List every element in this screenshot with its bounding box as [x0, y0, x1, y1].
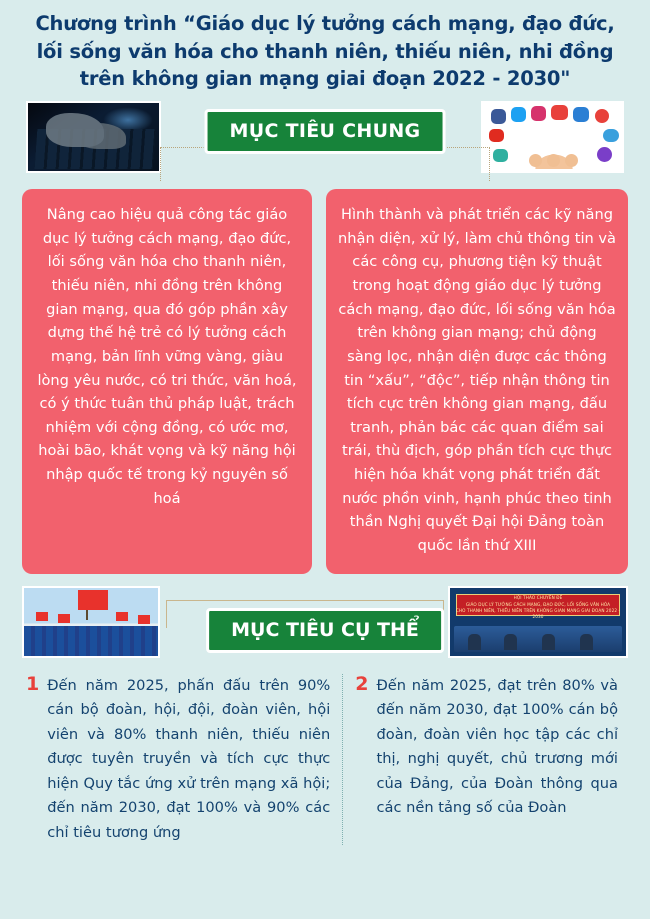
general-objective-box-1: Nâng cao hiệu quả công tác giáo dục lý tưởng cách mạng, đạo đức, lối sống văn hóa cho thanh niên, thiếu niên, nhi đồng trên không gian mạng, qua đó góp phần xây dựng thế hệ trẻ có lý tưởng cách mạng, bản lĩnh vững vàng, giàu lòng yêu nước, có tri thức, văn hoá, có ý thức tuân thủ pháp luật, trách nhiệm với cộng đồng, có ước mơ, hoài bão, khát vọng và kỹ năng hội nhập quốc tế trong kỷ nguyên số hoá [22, 189, 312, 574]
social-icon-facebook [491, 109, 506, 124]
list-item [343, 674, 630, 846]
panelist-1 [468, 634, 481, 650]
small-flag-1 [36, 612, 48, 621]
social-media-kids-photo [481, 101, 624, 173]
conference-banner-title: HỘI THẢO CHUYÊN ĐỀ [513, 594, 563, 600]
kid-head-1 [529, 154, 542, 167]
social-icon-thumbsup [573, 107, 589, 122]
title-line-2: lối sống văn hóa cho thanh niên, thiếu niên, nhi đồng [36, 39, 614, 63]
general-objective-boxes [0, 181, 650, 574]
social-icon-twitter [511, 107, 526, 122]
social-icon-chat [551, 105, 568, 120]
list-item [20, 674, 343, 846]
kid-head-3 [565, 154, 578, 167]
conference-banner-subtitle: GIÁO DỤC LÝ TƯỞNG CÁCH MẠNG, ĐẠO ĐỨC, LỐI SỐNG VĂN HÓA [465, 601, 611, 607]
panelist-3 [542, 634, 555, 650]
specific-objective-header [0, 586, 650, 664]
typing-hands [46, 113, 104, 147]
panelist-4 [580, 634, 593, 650]
youth-union-flag [78, 590, 108, 610]
title-line-3: trên không gian mạng giai đoạn 2022 - 2030" [79, 67, 571, 91]
title-line-1: Chương trình “Giáo dục lý tưởng cách mạng, đạo đức, [35, 12, 615, 35]
youth-union-photo [22, 586, 160, 658]
general-objective-header [0, 101, 650, 181]
social-icon-youtube [489, 129, 504, 142]
social-icon-camera [493, 149, 508, 162]
social-icon-instagram [531, 106, 546, 121]
social-icon-cloud [603, 129, 619, 142]
item-number: 1 [26, 672, 40, 695]
conference-banner-period: CHO THANH NIÊN, THIẾU NIÊN TRÊN KHÔNG GIAN MẠNG GIAI ĐOẠN 2022 - 2030 [455, 607, 621, 619]
general-objective-box-2: Hình thành và phát triển các kỹ năng nhận diện, xử lý, làm chủ thông tin và các công cụ, phương tiện kỹ thuật trong hoạt động giáo dục lý tưởng cách mạng, đạo đức, lối sống văn hóa trên không gian mạng; chủ động sàng lọc, nhận diện được các thông tin “xấu”, “độc”, tiếp nhận thông tin tích cực trên không gian mạng, đấu tranh, phản bác các quan điểm sai trái, thù địch, góp phần tích cực thực hiện hóa khát vọng phát triển đất nước phồn vinh, hạnh phúc theo tinh thần Nghị quyết Đại hội Đảng toàn quốc lần thứ XIII [326, 189, 628, 574]
social-icon-music [597, 147, 612, 162]
small-flag-2 [58, 614, 70, 623]
specific-objective-items [0, 664, 650, 846]
small-flag-3 [116, 612, 128, 621]
panelist-2 [504, 634, 517, 650]
small-flag-4 [138, 615, 150, 624]
item-text: Đến năm 2025, phấn đấu trên 90% cán bộ đoàn, hội, đội, đoàn viên, hội viên và 80% thanh niên, thiếu niên được tuyên truyền và tích cực thực hiện Quy tắc ứng xử trên mạng xã hội; đến năm 2030, đạt 100% và 90% các chỉ tiêu tương ứng [47, 676, 331, 841]
social-icon-heart [595, 109, 609, 123]
conference-photo [448, 586, 628, 658]
badge-general-objective: MỤC TIÊU CHUNG [205, 109, 446, 154]
item-number: 2 [355, 672, 369, 695]
kid-head-2 [547, 154, 560, 167]
page-title [0, 0, 650, 99]
keyboard-photo [26, 101, 161, 173]
item-text: Đến năm 2025, đạt trên 80% và đến năm 2030, đạt 100% cán bộ đoàn, đoàn viên học tập các chỉ thị, nghị quyết, chủ trương mới của Đảng, của Đoàn thông qua các nền tảng số của Đoàn [376, 676, 618, 817]
badge-specific-objective: MỤC TIÊU CỤ THỂ [206, 608, 444, 653]
crowd-of-members [24, 626, 158, 656]
